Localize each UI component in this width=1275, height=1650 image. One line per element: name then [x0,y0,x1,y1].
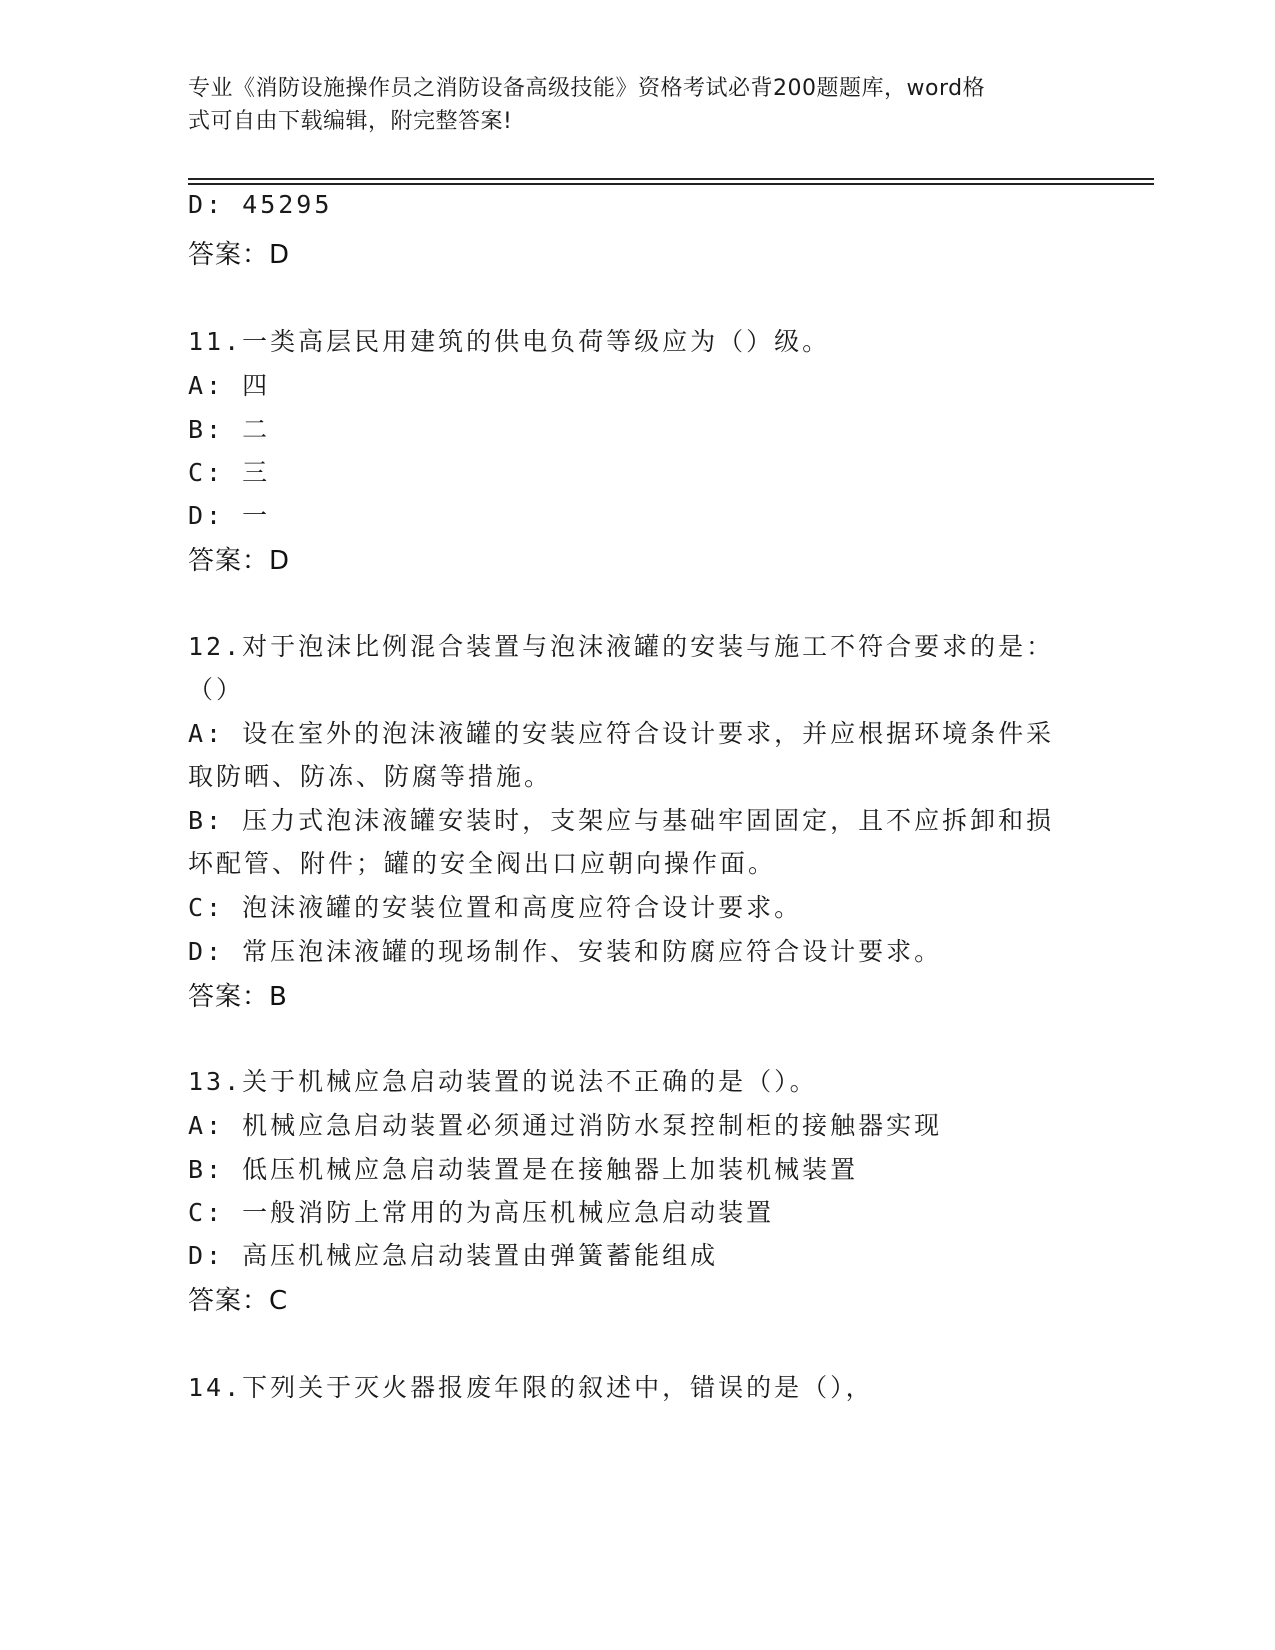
document-header [188,72,1068,138]
q10-option-d: D: 45295 [188,190,333,219]
q14-stem: 14.下列关于灭火器报废年限的叙述中，错误的是（）， [188,1373,874,1402]
q12-stem-line-1: 12.对于泡沫比例混合装置与泡沫液罐的安装与施工不符合要求的是： [188,632,1055,661]
q11-option-c: C: 三 [188,458,271,487]
q10-answer: 答案：D [188,240,291,270]
q12-stem-line-2: （） [188,675,245,704]
header-divider-bottom [188,183,1154,185]
q11-option-b: B: 二 [188,415,271,444]
q13-option-b: B: 低压机械应急启动装置是在接触器上加装机械装置 [188,1155,859,1184]
q11-answer: 答案：D [188,546,291,576]
q12-answer: 答案：B [188,982,288,1012]
header-divider-top [188,178,1154,180]
q13-option-c: C: 一般消防上常用的为高压机械应急启动装置 [188,1198,775,1227]
q13-stem: 13.关于机械应急启动装置的说法不正确的是（）。 [188,1067,818,1096]
q12-option-b-line-1: B: 压力式泡沫液罐安装时，支架应与基础牢固固定，且不应拆卸和损 [188,806,1055,835]
q12-option-a-line-1: A: 设在室外的泡沫液罐的安装应符合设计要求，并应根据环境条件采 [188,719,1055,748]
q13-option-a: A: 机械应急启动装置必须通过消防水泵控制柜的接触器实现 [188,1111,943,1140]
header-line-2: 式可自由下载编辑，附完整答案! [188,109,513,134]
header-line-1: 专业《消防设施操作员之消防设备高级技能》资格考试必背200题题库，word格 [188,76,986,101]
q12-option-d: D: 常压泡沫液罐的现场制作、安装和防腐应符合设计要求。 [188,937,943,966]
q12-option-b-line-2: 坏配管、附件；罐的安全阀出口应朝向操作面。 [188,849,777,878]
q12-option-a-line-2: 取防晒、防冻、防腐等措施。 [188,762,553,791]
q11-option-a: A: 四 [188,371,271,400]
q13-answer: 答案：C [188,1286,289,1316]
q13-option-d: D: 高压机械应急启动装置由弹簧蓄能组成 [188,1241,719,1270]
q12-option-c: C: 泡沫液罐的安装位置和高度应符合设计要求。 [188,893,803,922]
q11-stem: 11.一类高层民用建筑的供电负荷等级应为（）级。 [188,327,831,356]
q11-option-d: D: 一 [188,501,271,530]
